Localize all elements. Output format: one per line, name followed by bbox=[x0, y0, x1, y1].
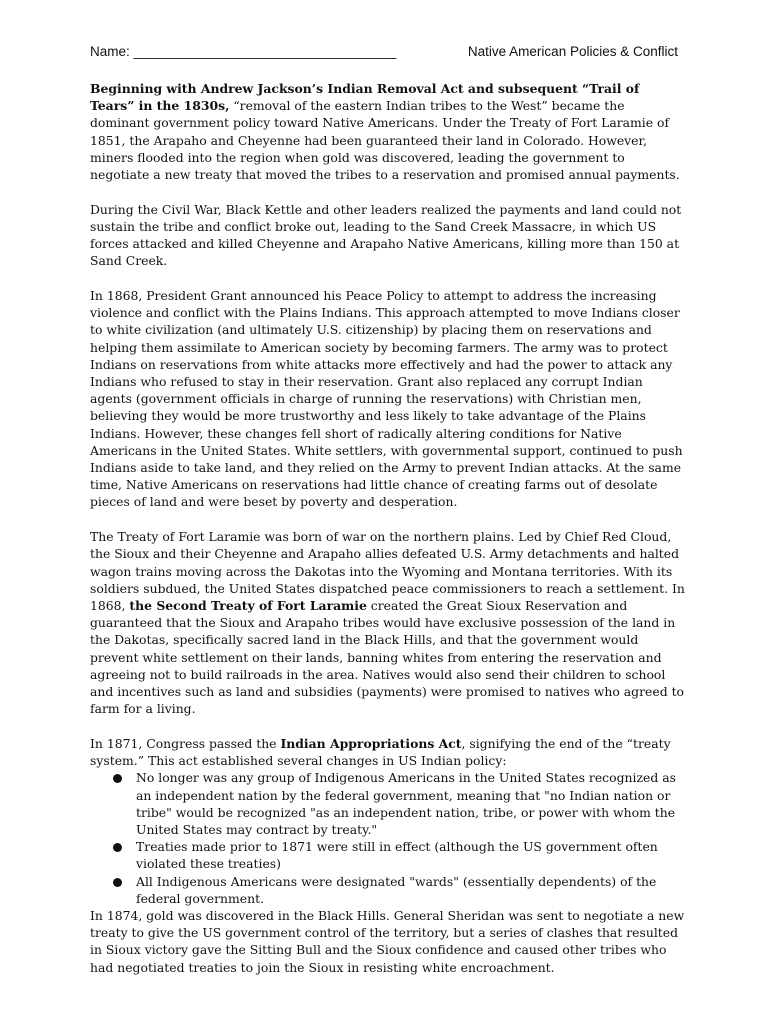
policy-changes-list bbox=[90, 769, 685, 907]
paragraph-sand-creek: During the Civil War, Black Kettle and other leaders realized the payments and land could not sustain the tribe and conflict broke out, leading to the Sand Creek Massacre, in which US forces attacked and killed Cheyenne and Arapaho Native Americans, killing more than 150 at Sand Creek. bbox=[90, 201, 682, 269]
paragraph-fort-laramie bbox=[90, 528, 685, 717]
paragraph-text: The Treaty of Fort Laramie was born of war on the northern plains. Led by Chief Red Cloud, the Sioux and their Cheyenne and Arapaho allies defeated U.S. Army detachments and halted wagon trains moving across the Dakotas into the Wyoming and Montana territories. With its soldiers subdued, the United States dispatched peace commissioners to reach a settlement. In 1868, bbox=[90, 529, 685, 613]
document-body bbox=[90, 80, 685, 993]
list-item: All Indigenous Americans were designated "wards" (essentially dependents) of the federal government. bbox=[136, 873, 685, 907]
list-item: No longer was any group of Indigenous Americans in the United States recognized as an independent nation by the federal government, meaning that "no Indian nation or tribe" would be recognized "as an independent nation, tribe, or power with whom the United States may contract by treaty." bbox=[136, 769, 685, 838]
page-header bbox=[90, 44, 678, 59]
bold-intro: Beginning with Andrew Jackson’s Indian Removal Act and subsequent “Trail of Tears” in the 1830s, bbox=[90, 81, 640, 114]
document-title: Native American Policies & Conflict bbox=[467, 44, 678, 59]
paragraph-appropriations-act bbox=[90, 735, 685, 769]
paragraph-text: , signifying the end of the “treaty system.” This act established several changes in US Indian policy: bbox=[90, 735, 671, 769]
paragraph-text: created the Great Sioux Reservation and guaranteed that the Sioux and Arapaho tribes would have exclusive possession of the land in the Dakotas, specifically sacred land in the Black Hills, and that the government would prevent white settlement on their lands, banning whites from entering the reservation and agreeing not to build railroads in the area. Natives would also send their children to school and incentives such as land and subsidies (payments) were promised to natives who agreed to farm for a living. bbox=[90, 597, 685, 717]
name-field-label: Name: ___________________________________ bbox=[90, 44, 397, 59]
paragraph-peace-policy: In 1868, President Grant announced his Peace Policy to attempt to address the increasing violence and conflict with the Plains Indians. This approach attempted to move Indians closer to white civilization (and ultimately U.S. citizenship) by placing them on reservations and helping them assimilate to American society by becoming farmers. The army was to protect Indians on reservations from white attacks more effectively and had the power to attack any Indians who refused to stay in their reservation. Grant also replaced any corrupt Indian agents (government officials in charge of running the reservations) with Christian men, believing they would be more trustworthy and less likely to take advantage of the Plains Indians. However, these changes fell short of radically altering conditions for Native Americans in the United States. White settlers, with governmental support, continued to push Indians aside to take land, and they relied on the Army to prevent Indian attacks. At the same time, Native Americans on reservations had little chance of creating farms out of desolate pieces of land and were beset by poverty and desperation. bbox=[90, 288, 683, 510]
list-item: Treaties made prior to 1871 were still in effect (although the US government often violated these treaties) bbox=[136, 838, 685, 872]
paragraph-text: “removal of the eastern Indian tribes to the West” became the dominant government policy toward Native Americans. Under the Treaty of Fort Laramie of 1851, the Arapaho and Cheyenne had been guaranteed their land in Colorado. However, miners flooded into the region when gold was discovered, leading the government to negotiate a new treaty that moved the tribes to a reservation and promised annual payments. bbox=[90, 98, 680, 183]
paragraph-text: In 1871, Congress passed the bbox=[90, 735, 281, 751]
bold-appropriations-act: Indian Appropriations Act bbox=[280, 735, 462, 751]
bold-second-treaty: the Second Treaty of Fort Laramie bbox=[129, 597, 367, 613]
paragraph-black-hills: In 1874, gold was discovered in the Black Hills. General Sheridan was sent to negotiate a new treaty to give the US government control of the territory, but a series of clashes that resulted in Sioux victory gave the Sitting Bull and the Sioux confidence and caused other tribes who had negotiated treaties to join the Sioux in resisting white encroachment. bbox=[90, 907, 685, 975]
paragraph-removal-act bbox=[90, 80, 685, 183]
